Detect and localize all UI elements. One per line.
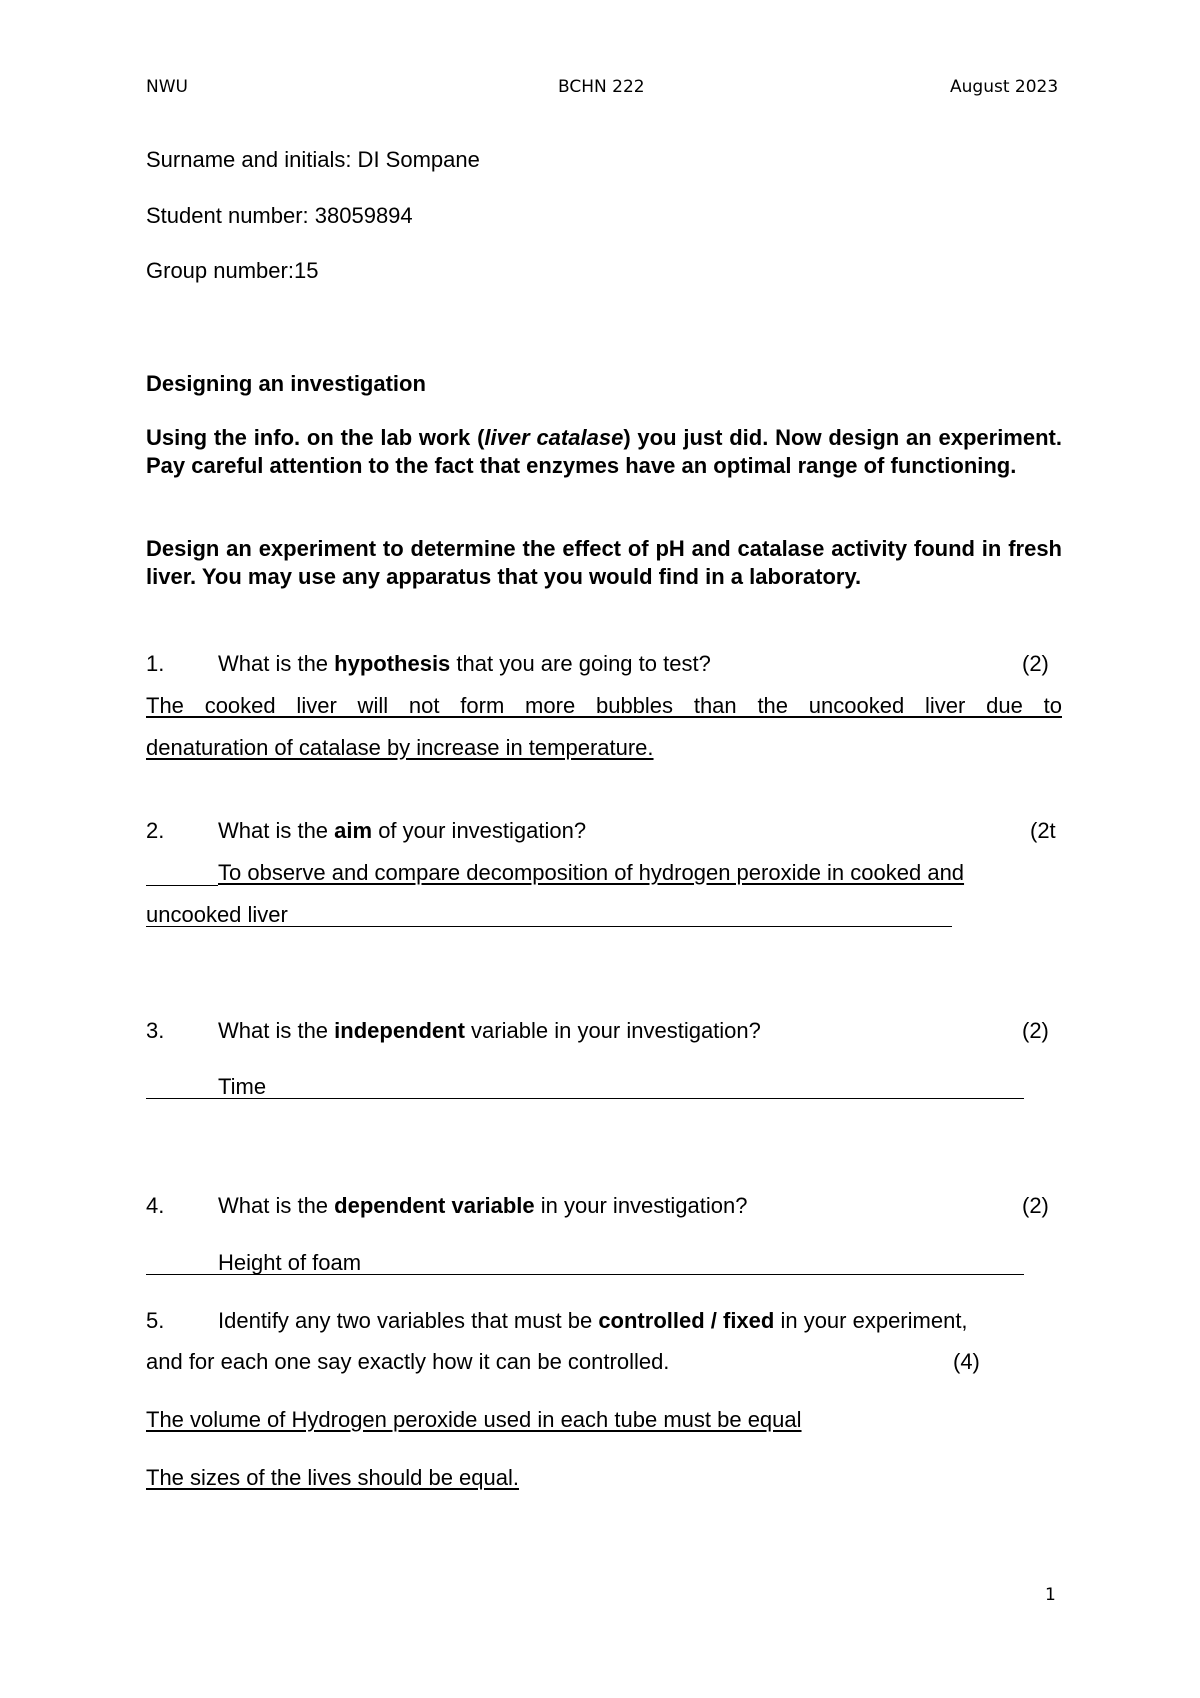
q1-answer-line-1: The cooked liver will not form more bubbles than the uncooked liver due to <box>146 693 1062 718</box>
header-left: NWU <box>146 77 188 97</box>
header-right: August 2023 <box>950 77 1059 97</box>
q5-text-line-2: and for each one say exactly how it can be controlled. <box>146 1349 670 1374</box>
student-name: Surname and initials: DI Sompane <box>146 147 480 172</box>
q5-answer-line-2: The sizes of the lives should be equal. <box>146 1465 520 1490</box>
q1-text: What is the hypothesis that you are going to test? <box>218 651 711 676</box>
q5-answer-line-1: The volume of Hydrogen peroxide used in each tube must be equal <box>146 1407 802 1432</box>
q5-marks: (4) <box>953 1349 980 1374</box>
instruction-paragraph-2: Design an experiment to determine the effect of pH and catalase activity found in fresh liver. You may use any apparatus that you would find in a laboratory. <box>146 536 1062 589</box>
q2-marks: (2t <box>1030 818 1056 843</box>
student-number: Student number: 38059894 <box>146 203 413 228</box>
q1-marks: (2) <box>1022 651 1049 676</box>
q2-answer-line-2: uncooked liver <box>146 902 288 927</box>
instruction-italic: liver catalase <box>484 425 624 450</box>
header-center: BCHN 222 <box>558 77 645 97</box>
q4-answer: Height of foam <box>218 1250 362 1275</box>
q2-answer-line-1: To observe and compare decomposition of hydrogen peroxide in cooked and <box>218 860 965 885</box>
group-number: Group number:15 <box>146 258 319 283</box>
q5-text: Identify any two variables that must be controlled / fixed in your experiment, <box>218 1308 968 1333</box>
q2-text: What is the aim of your investigation? <box>218 818 587 843</box>
section-title: Designing an investigation <box>146 371 426 396</box>
q4-text: What is the dependent variable in your investigation? <box>218 1193 748 1218</box>
q5-number: 5. <box>146 1308 165 1333</box>
q1-number: 1. <box>146 651 165 676</box>
q3-marks: (2) <box>1022 1018 1049 1043</box>
q2-answer-lead-rule <box>146 885 218 886</box>
q1-answer-line-2: denaturation of catalase by increase in temperature. <box>146 735 654 760</box>
q4-number: 4. <box>146 1193 165 1218</box>
q3-number: 3. <box>146 1018 165 1043</box>
instruction-paragraph-1: Using the info. on the lab work (liver catalase) you just did. Now design an experiment. Pay careful attention to the fact that enzymes have an optimal range of functioning. <box>146 425 1062 478</box>
q3-answer-rule <box>146 1098 1024 1099</box>
q3-text: What is the independent variable in your investigation? <box>218 1018 761 1043</box>
page-number: 1 <box>1045 1585 1056 1605</box>
q2-number: 2. <box>146 818 165 843</box>
q3-answer: Time <box>218 1074 267 1099</box>
q4-marks: (2) <box>1022 1193 1049 1218</box>
